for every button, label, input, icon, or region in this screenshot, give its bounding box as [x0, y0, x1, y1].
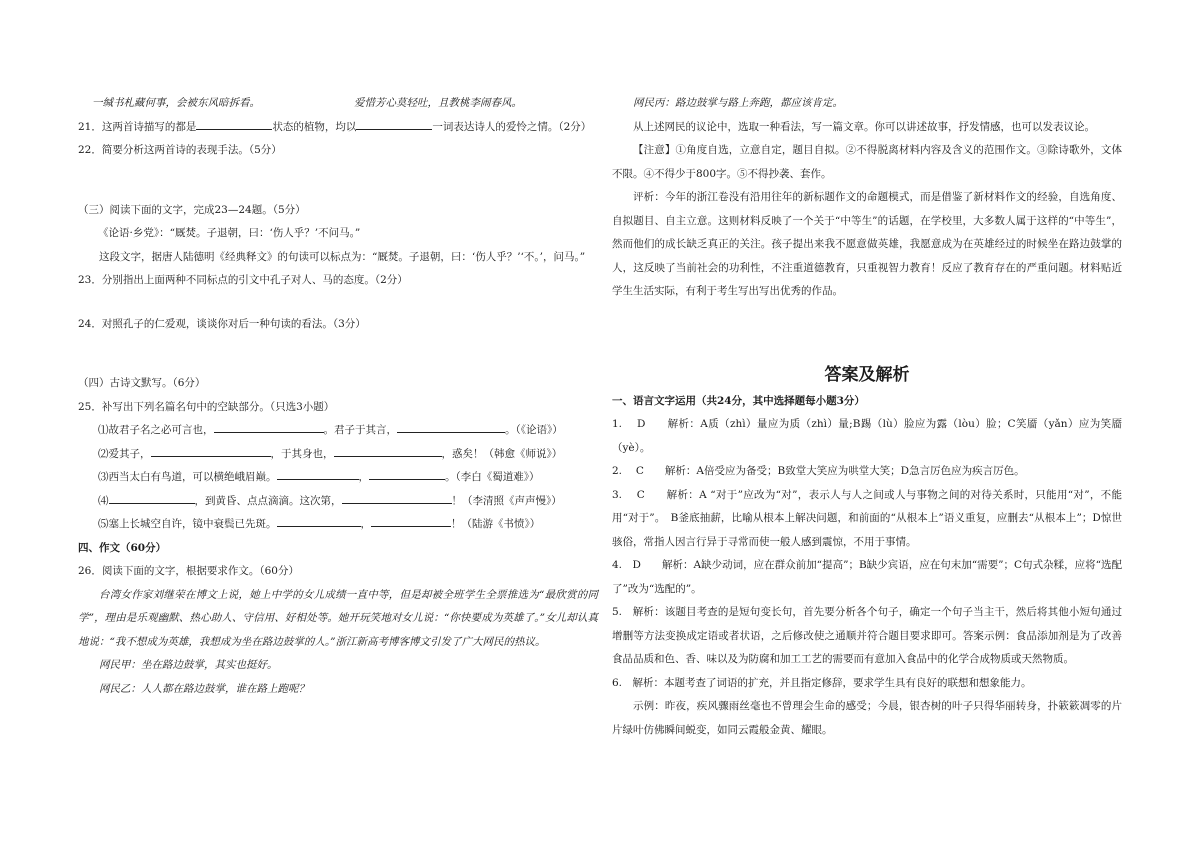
q25-5-text-a: ⑸塞上长城空自许，镜中衰鬓已先斑。 — [98, 518, 277, 530]
q25-2-text-b: ，于其身也， — [270, 447, 334, 460]
q25-1-text-a: ⑴故君子名之必可言也， — [98, 424, 214, 436]
question-23: 23．分别指出上面两种不同标点的引文中孔子对人、马的态度。（2分） — [78, 274, 408, 286]
q25-4-blank-2[interactable] — [342, 492, 452, 504]
netizen-c: 网民丙：路边鼓掌与路上奔跑，都应该肯定。 — [633, 97, 843, 109]
q25-item-3 — [78, 466, 598, 490]
q25-3-blank-2[interactable] — [369, 468, 445, 480]
q25-5-blank-1[interactable] — [277, 515, 361, 527]
poem-line-2: 爱惜芳心莫轻吐，且教桃李闹春风。 — [354, 97, 522, 109]
netizen-b: 网民乙：人人都在路边鼓掌，谁在路上跑呢？ — [99, 682, 309, 695]
q25-1-blank-2[interactable] — [397, 421, 505, 433]
q25-item-5 — [78, 513, 598, 537]
section-3-quote: 《论语·乡党》：“厩焚。子退朝，曰：‘伤人乎？’不问马。” — [98, 227, 361, 239]
q21-text-c: 一词表达诗人的爱怜之情。（2分） — [432, 120, 592, 133]
q21-blank-2[interactable] — [356, 118, 432, 130]
q21-text-b: 状态的植物，均以 — [272, 120, 357, 133]
answer-6: 6. 解析：本题考查了词语的扩充，并且指定修辞，要求学生具有良好的联想和想象能力。 — [612, 676, 1032, 689]
q21-blank-1[interactable] — [196, 118, 272, 130]
q25-2-text-c: ，惑矣！（韩愈《师说》） — [441, 447, 563, 460]
answer-3: 3. C 解析：A “对于”应改为“对”，表示人与人之间或人与事物之间的对待关系时，只能用“对”，不能用“对于”。 B釜底抽薪，比喻从根本上解决问题，和前面的“从根本上”语义重复，应删去“从根本上”；D惊世骇俗，常指人因言行异于寻常而使一般人感到震惊，不用于事情。 — [612, 488, 1122, 548]
q25-3-text-c: 。（李白《蜀道难》） — [445, 471, 540, 483]
left-column — [78, 92, 598, 701]
question-21 — [78, 116, 598, 140]
q25-1-text-c: 。（《论语》） — [505, 424, 563, 436]
section-3-title: （三）阅读下面的文字，完成23—24题。（5分） — [78, 203, 306, 216]
question-25: 25．补写出下列名篇名句中的空缺部分。（只选3小题） — [78, 400, 335, 413]
question-26: 26．阅读下面的文字，根据要求作文。（60分） — [78, 565, 299, 577]
q21-text-a: 21．这两首诗描写的都是 — [78, 120, 197, 133]
q25-4-text-c: ！（李清照《声声慢》） — [451, 494, 562, 507]
essay-note: 【注意】①角度自选，立意自定，题目自拟。②不得脱离材料内容及含义的范围作文。③除诗歌外，文体不限。④不得少于800字。⑤不得抄袭、套作。 — [612, 144, 1122, 180]
answer-5: 5. 解析：该题目考查的是短句变长句，首先要分析各个句子，确定一个句子当主干，然后将其他小短句通过增删等方法变换成定语或者状语，之后修改使之通顺并符合题目要求即可。答案示例：食品添加剂是为了改善食品品质和色、香、味以及为防腐和加工工艺的需要而有意加入食品中的化学合成物质或天然物质。 — [612, 606, 1122, 665]
q25-5-blank-2[interactable] — [371, 515, 451, 527]
answer-4: 4. D 解析：A缺少动词，应在群众前加“提高”；B缺少宾语，应在句末加“需要”；C句式杂糅，应将“选配了”改为“选配的”。 — [612, 559, 1122, 595]
q25-4-text-b: ，到黄昏、点点滴滴。这次第， — [194, 494, 342, 507]
poem-lines — [78, 92, 598, 116]
right-column — [612, 92, 1122, 742]
q25-5-text-b: ， — [360, 518, 371, 530]
q25-2-blank-2[interactable] — [334, 445, 442, 457]
q25-4-text-a: ⑷ — [98, 494, 109, 507]
q25-item-4 — [78, 490, 598, 514]
essay-comment: 评析：今年的浙江卷没有沿用往年的新标题作文的命题模式，而是借鉴了新材料作文的经验，自选角度、自拟题目、自主立意。这则材料反映了一个关于“中等生”的话题，在学校里，大多数人属于这样的“中等生”，然而他们的成长缺乏真正的关注。孩子提出来我不愿意做英雄，我愿意成为在英雄经过的时候坐在路边鼓掌的人，这反映了当前社会的功利性，不注重道德教育，只重视智力教育！反应了教育存在的严重问题。材料贴近学生生活实际，有利于考生写出写出优秀的作品。 — [612, 191, 1122, 297]
q25-1-text-b: 。君子于其言， — [323, 424, 397, 436]
answers-section-1: 一、语言文字运用（共24分，其中选择题每小题3分） — [612, 394, 865, 407]
q25-5-text-c: ！（陆游《书愤》） — [451, 518, 541, 530]
q25-item-1 — [78, 419, 598, 443]
section-3-paragraph: 这段文字，据唐人陆德明《经典释文》的句读可以标点为：“厩焚。子退朝，曰：‘伤人乎？’‘不。’，问马。” — [99, 250, 586, 263]
netizen-a: 网民甲：坐在路边鼓掌，其实也挺好。 — [99, 659, 278, 671]
q25-2-text-a: ⑵爱其子， — [98, 447, 151, 460]
answer-6-example: 示例：昨夜，疾风骤雨丝毫也不曾理会生命的感受；今晨，银杏树的叶子只得华丽转身，扑簌簌凋零的片片绿叶仿佛瞬间蜕变，如同云霞般金黄、耀眼。 — [612, 700, 1122, 736]
essay-material: 台湾女作家刘继荣在博文上说，她上中学的女儿成绩一直中等，但是却被全班学生全票推选为“最欣赏的同学”，理由是乐观幽默、热心助人、守信用、好相处等。她开玩笑地对女儿说：“你快要成为英雄了。”女儿却认真地说：“我不想成为英雄，我想成为坐在路边鼓掌的人。”浙江新高考博客博文引发了广大网民的热议。 — [78, 588, 598, 648]
essay-instruction: 从上述网民的议论中，选取一种看法，写一篇文章。你可以讲述故事，抒发情感，也可以发表议论。 — [633, 120, 1095, 133]
question-22: 22．简要分析这两首诗的表现手法。（5分） — [78, 144, 282, 156]
question-24: 24．对照孔子的仁爱观，谈谈你对后一种句读的看法。（3分） — [78, 317, 366, 330]
q25-3-text-a: ⑶西当太白有鸟道，可以横绝峨眉巅。 — [98, 471, 277, 483]
poem-line-1: 一缄书札藏何事，会被东风暗拆看。 — [92, 97, 260, 109]
answer-1: 1. D 解析：A质（zhì）量应为质（zhì）量;B踢（lù）脸应为露（lòu）脸；C笑靥（yǎn）应为笑靥（yè）。 — [612, 418, 1122, 454]
answer-2: 2. C 解析：A倍受应为备受；B致堂大笑应为哄堂大笑；D急言厉色应为疾言厉色。 — [612, 465, 1025, 477]
q25-4-blank-1[interactable] — [109, 492, 195, 504]
q25-3-blank-1[interactable] — [277, 468, 359, 480]
section-4-title: （四）古诗文默写。（6分） — [78, 377, 206, 389]
q25-item-2 — [78, 443, 598, 467]
q25-3-text-b: ， — [358, 471, 369, 483]
q25-1-blank-1[interactable] — [214, 421, 324, 433]
answers-title: 答案及解析 — [824, 364, 910, 385]
part-4-title: 四、作文（60分） — [78, 541, 167, 554]
q25-2-blank-1[interactable] — [151, 445, 271, 457]
